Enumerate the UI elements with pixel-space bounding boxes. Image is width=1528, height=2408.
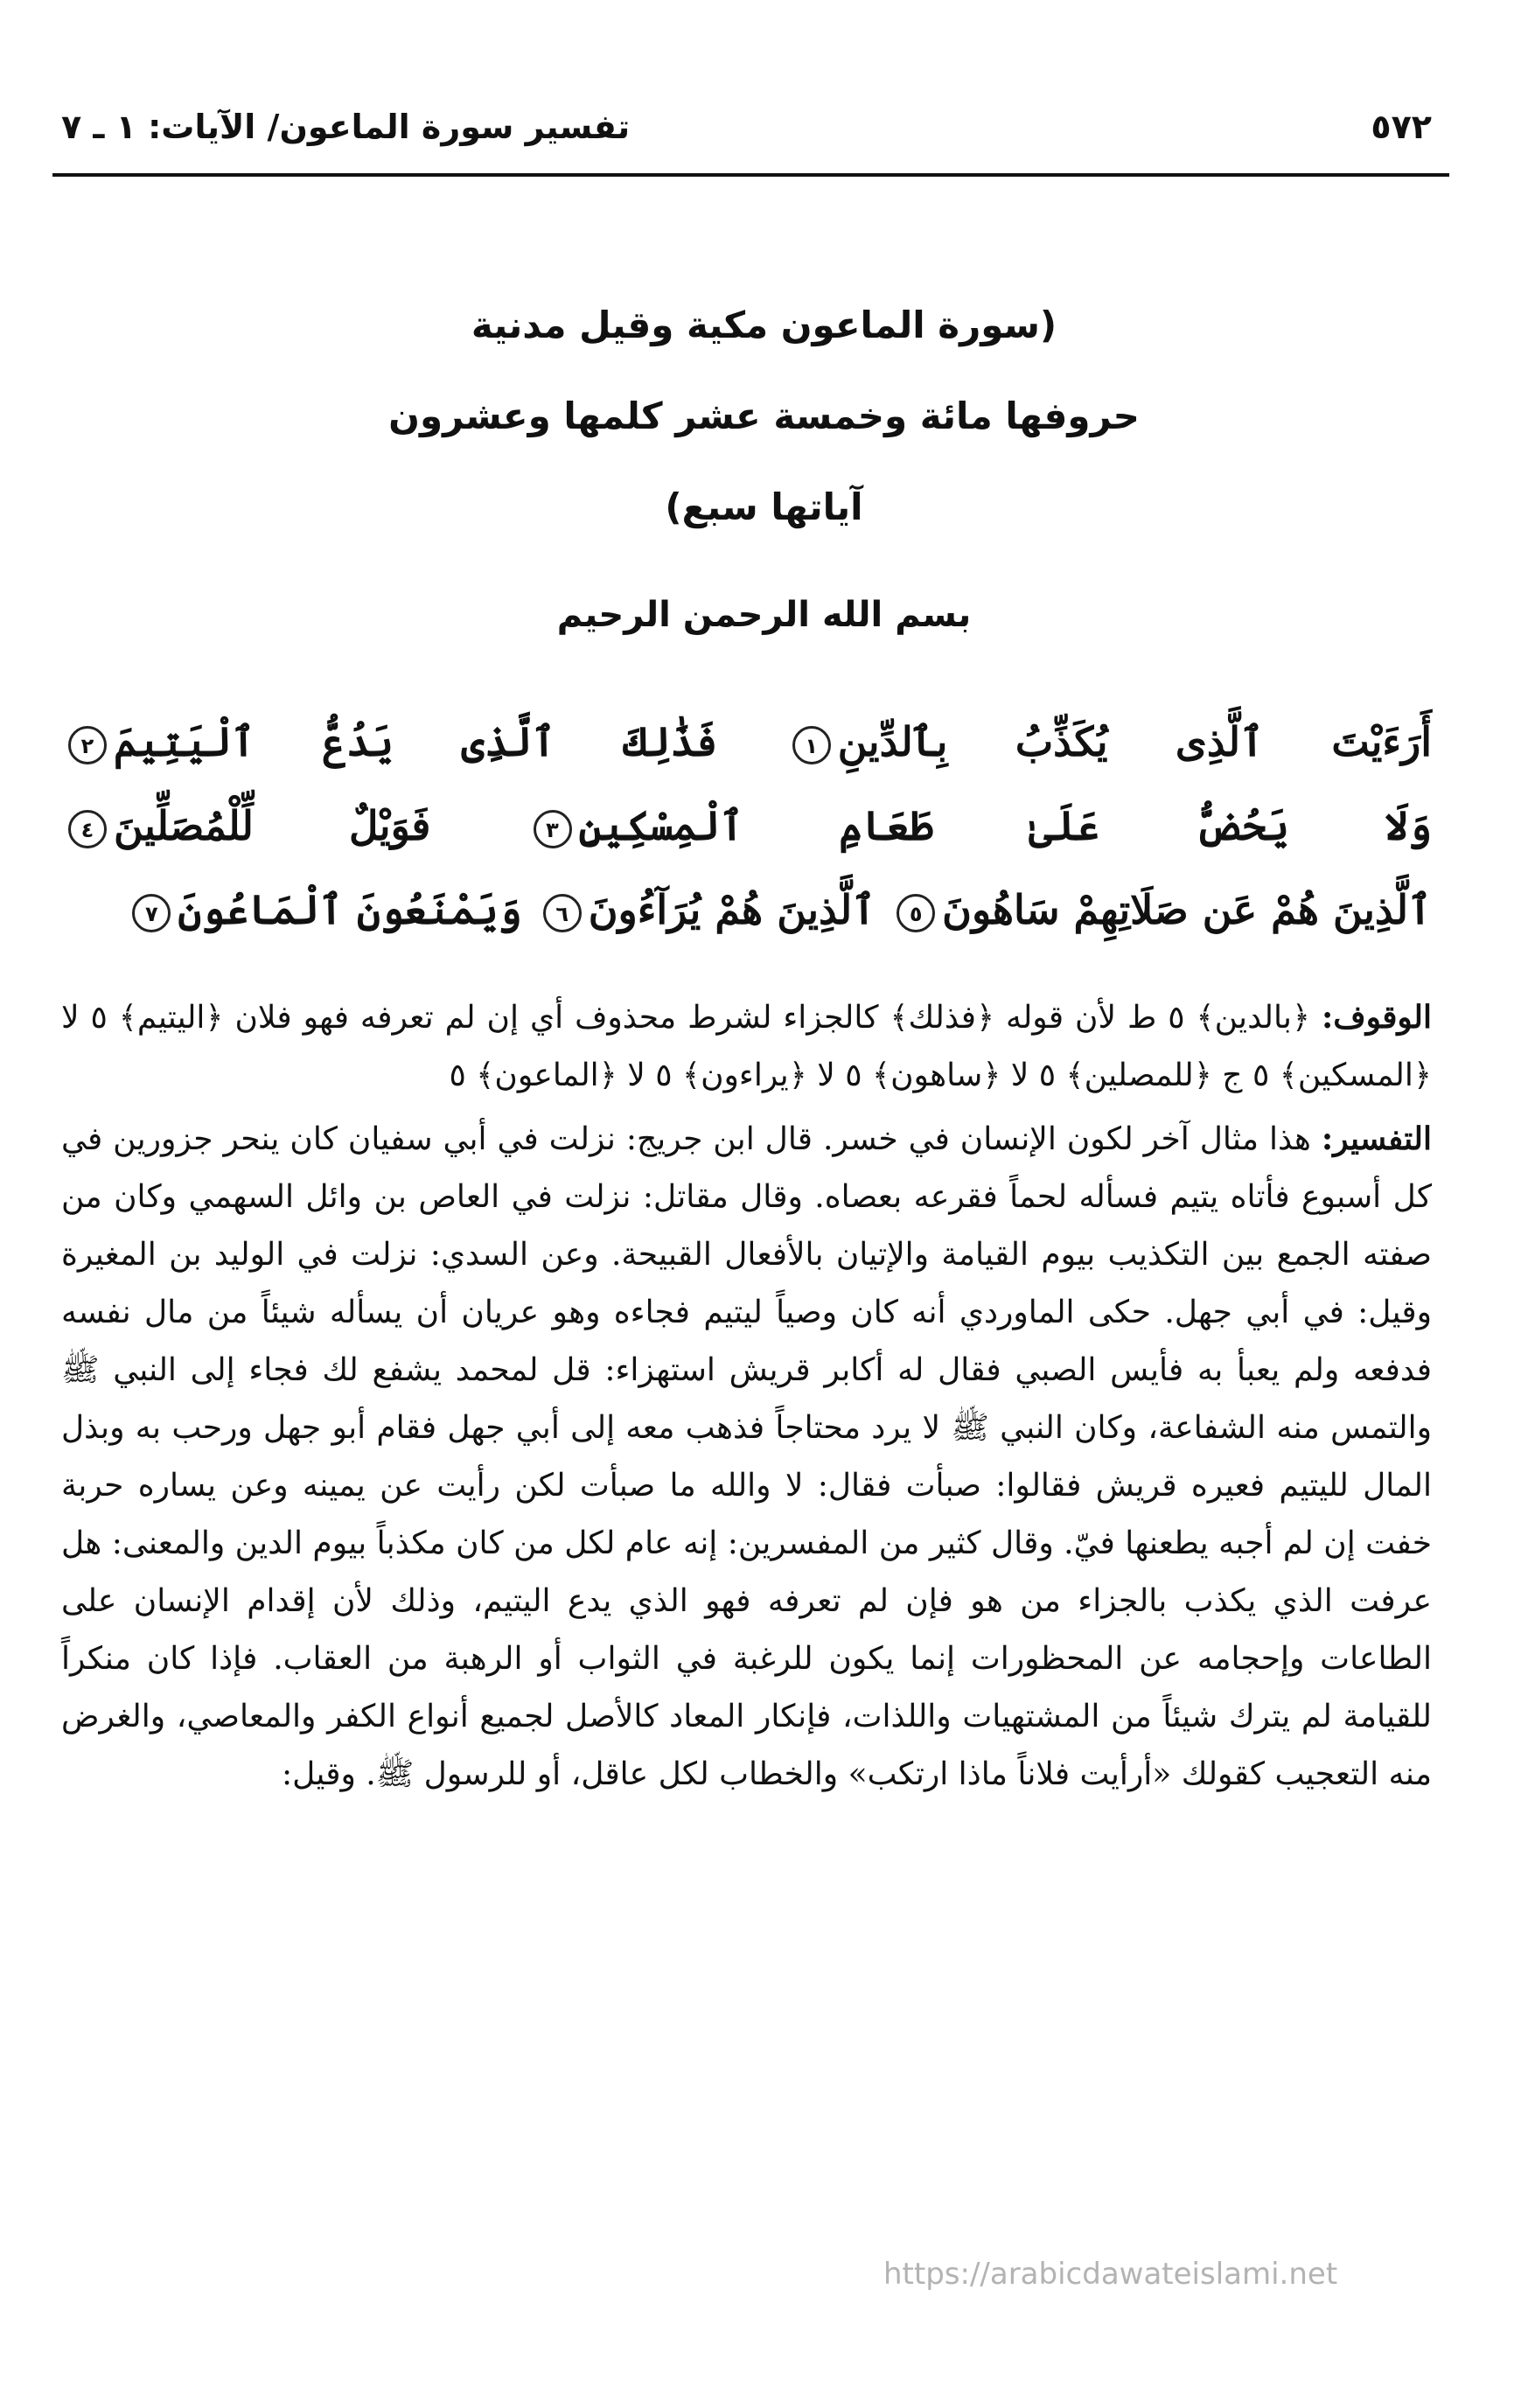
- tafsir-label: التفسير:: [1321, 1120, 1432, 1157]
- aya: [61, 718, 717, 765]
- aya: [890, 886, 1432, 933]
- aya-number-marker: ٦: [543, 894, 582, 932]
- aya: [785, 718, 1432, 765]
- aya-number-marker: ٥: [897, 894, 935, 932]
- intro-line-3: آياتها سبع): [665, 485, 863, 528]
- waqf-label: الوقوف:: [1322, 999, 1432, 1036]
- tafsir-paragraph: [61, 1110, 1432, 1804]
- aya-number-marker: ١: [792, 726, 831, 764]
- aya-number-marker: ٢: [68, 726, 107, 764]
- aya-number-marker: ٣: [534, 810, 572, 848]
- header-rule: [52, 173, 1449, 177]
- aya-text: فَذَٰلِكَ ٱلَّذِى يَدُعُّ ٱلْيَتِيمَ: [114, 718, 718, 765]
- running-title: تفسير سورة الماعون/ الآيات: ١ ـ ٧: [61, 108, 631, 146]
- watermark-url: https://arabicdawateislami.net: [883, 2257, 1338, 2292]
- aya-text: ٱلَّذِينَ هُمْ يُرَآءُونَ: [588, 886, 876, 933]
- aya-text: وَلَا يَحُضُّ عَلَىٰ طَعَامِ ٱلْمِسْكِينِ: [578, 802, 1433, 849]
- intro-line-1: (سورة الماعون مكية وقيل مدنية: [471, 304, 1057, 346]
- aya-text: ٱلَّذِينَ هُمْ عَن صَلَاتِهِمْ سَاهُونَ: [942, 886, 1432, 933]
- aya-text: أَرَءَيْتَ ٱلَّذِى يُكَذِّبُ بِٱلدِّينِ: [837, 718, 1433, 765]
- aya-number-marker: ٧: [132, 894, 171, 932]
- surah-intro: [227, 280, 1301, 553]
- commentary: [61, 988, 1432, 1809]
- waqf-paragraph: [61, 988, 1432, 1105]
- aya-text: فَوَيْلٌ لِّلْمُصَلِّينَ: [114, 802, 431, 849]
- aya: [527, 802, 1433, 849]
- waqf-text: ﴿بالدين﴾ ٥ ط لأن قوله ﴿فذلك﴾ كالجزاء لشرط محذوف أي إن لم تعرفه فهو فلان ﴿اليتيم﴾ ٥ لا ﴿المسكين﴾ ٥ ج ﴿للمصلين﴾ ٥ لا ﴿ساهون﴾ ٥ لا ﴿يراءون﴾ ٥ لا ﴿الماعون﴾ ٥: [61, 1000, 1432, 1093]
- quran-verses: [61, 700, 1432, 952]
- tafsir-text: هذا مثال آخر لكون الإنسان في خسر. قال ابن جريج: نزلت في أبي سفيان كان ينحر جزورين في كل أسبوع فأتاه يتيم فسأله لحماً فقرعه بعصاه. وقال مقاتل: نزلت في العاص بن وائل السهمي وكان من صفته الجمع بين التكذيب بيوم القيامة والإتيان بالأفعال القبيحة. وعن السدي: نزلت في الوليد بن المغيرة وقيل: في أبي جهل. حكى الماوردي أنه كان وصياً ليتيم فجاءه وهو عريان أن يسأله شيئاً من مال نفسه فدفعه ولم يعبأ به فأيس الصبي فقال له أكابر قريش استهزاء: قل لمحمد يشفع لك فجاء إلى النبي ﷺ والتمس منه الشفاعة، وكان النبي ﷺ لا يرد محتاجاً فذهب معه إلى أبي جهل فقام أبو جهل ورحب به وبذل المال لليتيم فعيره قريش فقالوا: صبأت فقال: لا والله ما صبأت لكن رأيت عن يمينه وعن يساره حربة خفت إن لم أجبه يطعنها فيّ. وقال كثير من المفسرين: إنه عام لكل من كان مكذباً بيوم الدين والمعنى: هل عرفت الذي يكذب بالجزاء من هو فإن لم تعرفه فهو الذي يدع اليتيم، وذلك لأن إقدام الإنسان على الطاعات وإحجامه عن المحظورات إنما يكون للرغبة في الثواب أو الرهبة من العقاب. فإذا كان منكراً للقيامة لم يترك شيئاً من المشتهيات واللذات، فإنكار المعاد كالأصل لجميع أنواع الكفر والمعاصي، والغرض منه التعجيب كقولك «أرأيت فلاناً ماذا ارتكب» والخطاب لكل عاقل، أو للرسول ﷺ. وقيل:: [61, 1121, 1433, 1792]
- intro-line-2: حروفها مائة وخمسة عشر كلمها وعشرون: [388, 394, 1140, 437]
- page-number: ٥٧٢: [1371, 108, 1432, 146]
- aya: [61, 802, 430, 849]
- aya-text: وَيَمْنَعُونَ ٱلْمَاعُونَ: [178, 886, 522, 933]
- aya: [125, 886, 521, 933]
- running-header: [61, 87, 1432, 166]
- aya: [536, 886, 876, 933]
- aya-number-marker: ٤: [68, 810, 107, 848]
- basmala: بسم الله الرحمن الرحيم: [556, 595, 972, 635]
